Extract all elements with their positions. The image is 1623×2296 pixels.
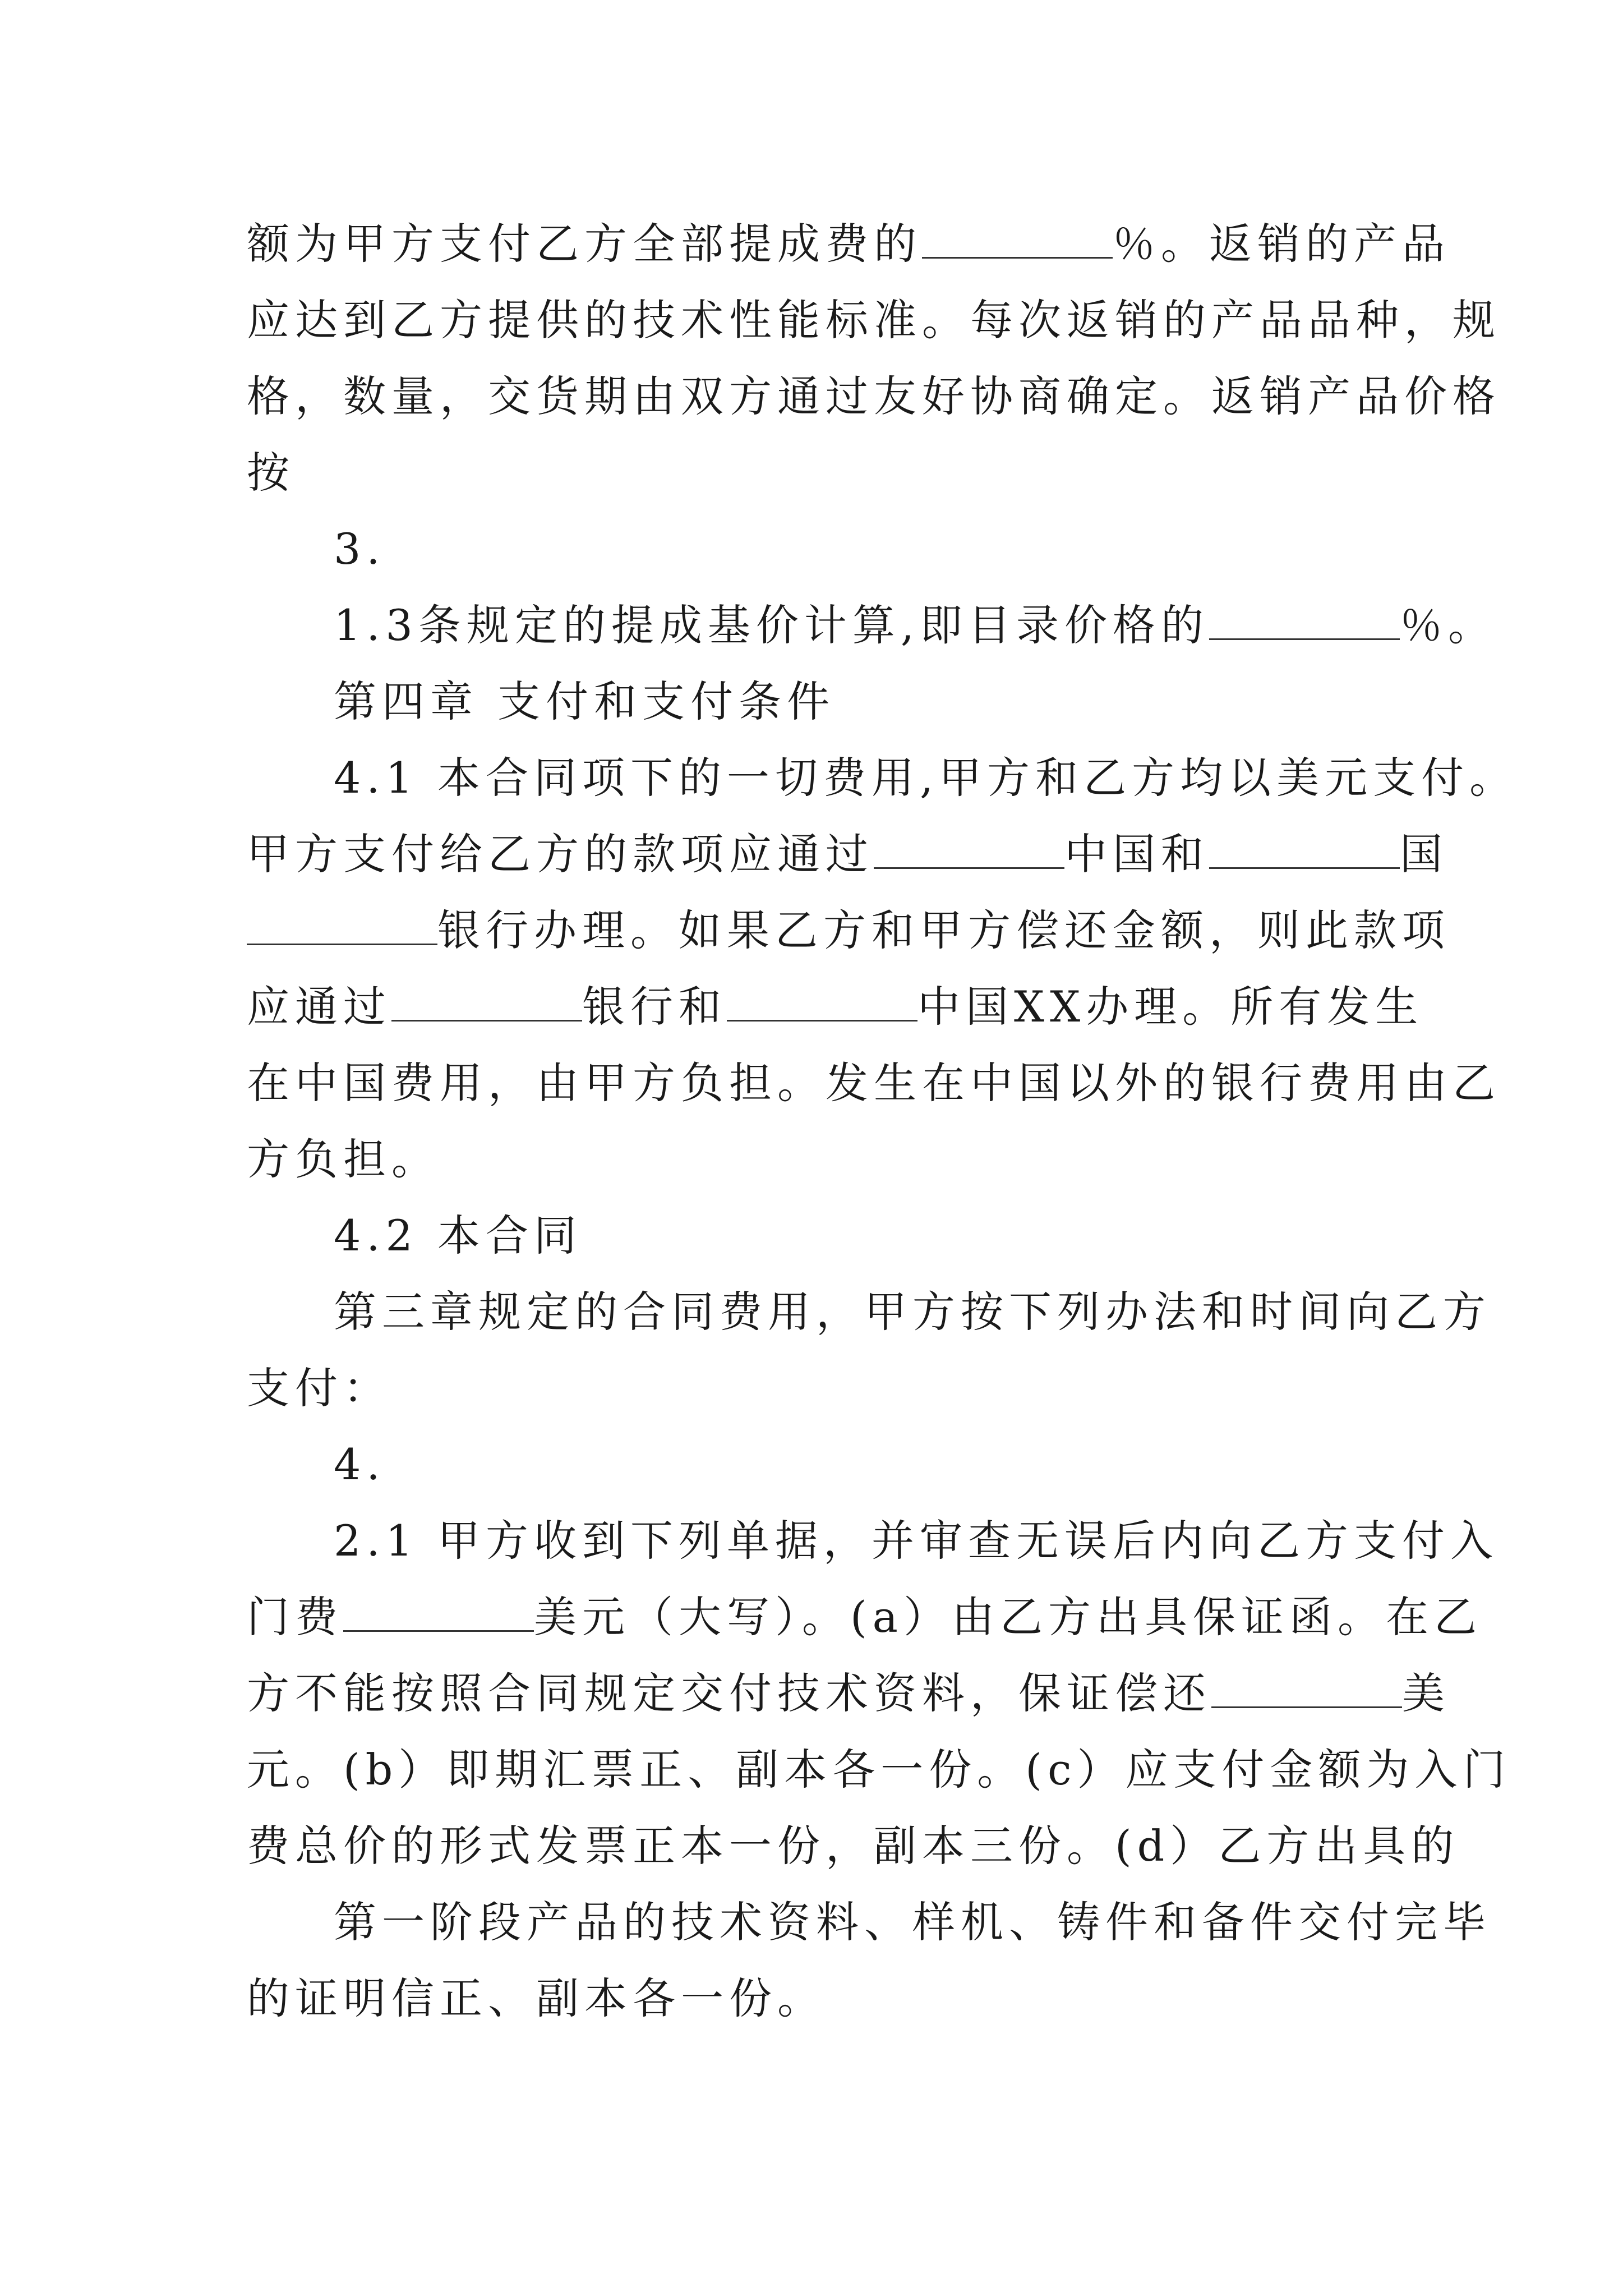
fill-in-blank <box>1211 1667 1402 1708</box>
text-line <box>334 597 1496 654</box>
text-line <box>247 1818 1459 1874</box>
text-segment: 门费 <box>247 1592 343 1642</box>
fill-in-blank <box>247 904 437 945</box>
text-segment: 银行办理。如果乙方和甲方偿还金额，则此款项 <box>437 905 1450 955</box>
text-segment: ％。 <box>1400 600 1497 650</box>
text-segment: 中国和 <box>1064 829 1209 879</box>
text-line <box>247 903 1450 959</box>
text-line <box>247 1742 1511 1798</box>
text-line <box>334 1437 386 1493</box>
text-segment: 3. <box>334 524 386 574</box>
text-line <box>247 826 1448 882</box>
text-segment: 方负担。 <box>247 1134 440 1184</box>
text-segment: 在中国费用，由甲方负担。发生在中国以外的银行费用由乙 <box>247 1058 1501 1108</box>
text-line <box>247 369 1501 425</box>
text-segment: 4. <box>334 1439 386 1489</box>
text-segment: 4.1 本合同项下的一切费用,甲方和乙方均以美元支付。 <box>334 753 1518 803</box>
text-line <box>247 1665 1450 1722</box>
text-segment: 应通过 <box>247 982 391 1032</box>
text-segment: 4.2 本合同 <box>334 1211 583 1260</box>
text-line <box>247 1360 391 1416</box>
text-line <box>334 521 386 577</box>
text-segment: 银行和 <box>582 982 727 1032</box>
text-line <box>247 445 295 501</box>
text-line <box>247 1589 1482 1645</box>
text-segment: 元。(b）即期汇票正、副本各一份。(c）应支付金额为入门 <box>247 1745 1511 1795</box>
text-segment: 中国XX办理。所有发生 <box>917 982 1424 1032</box>
text-segment: 应达到乙方提供的技术性能标准。每次返销的产品品种，规 <box>247 295 1501 345</box>
fill-in-blank <box>343 1591 534 1632</box>
text-line <box>247 292 1501 348</box>
fill-in-blank <box>874 828 1064 869</box>
fill-in-blank <box>1209 599 1400 640</box>
text-line <box>247 1131 440 1188</box>
text-segment: 额为甲方支付乙方全部提成费的 <box>247 219 922 269</box>
text-segment: 1.3条规定的提成基价计算,即目录价格的 <box>334 600 1210 650</box>
text-segment: 支付： <box>247 1363 391 1413</box>
text-line <box>334 1894 1491 1950</box>
text-line <box>247 1971 826 2027</box>
text-segment: 格，数量，交货期由双方通过友好协商确定。返销产品价格 <box>247 371 1501 421</box>
text-segment: 的证明信正、副本各一份。 <box>247 1973 826 2023</box>
text-segment: 方不能按照合同规定交付技术资料，保证偿还 <box>247 1668 1211 1718</box>
text-segment: 第四章 支付和支付条件 <box>334 677 836 726</box>
text-segment: 甲方支付给乙方的款项应通过 <box>247 829 874 879</box>
fill-in-blank <box>391 981 582 1022</box>
text-segment: 第三章规定的合同费用，甲方按下列办法和时间向乙方 <box>334 1287 1491 1337</box>
text-line <box>334 1208 582 1264</box>
text-segment: 第一阶段产品的技术资料、样机、铸件和备件交付完毕 <box>334 1897 1491 1947</box>
text-segment: 美 <box>1402 1668 1450 1718</box>
text-line <box>334 750 1518 806</box>
fill-in-blank <box>727 981 917 1022</box>
text-segment: 费总价的形式发票正本一份，副本三份。(d）乙方出具的 <box>247 1821 1460 1871</box>
fill-in-blank <box>922 218 1113 259</box>
text-line <box>247 216 1450 272</box>
text-line <box>334 674 835 730</box>
text-segment: 2.1 甲方收到下列单据，并审查无误后内向乙方支付入 <box>334 1516 1499 1566</box>
text-segment: ％。返销的产品 <box>1113 219 1450 269</box>
text-segment: 国 <box>1400 829 1448 879</box>
text-segment: 美元（大写）。(a）由乙方出具保证函。在乙 <box>534 1592 1482 1642</box>
text-segment: 按 <box>247 448 295 498</box>
fill-in-blank <box>1209 828 1400 869</box>
text-line <box>247 1055 1501 1111</box>
text-line <box>247 979 1423 1035</box>
text-line <box>334 1284 1491 1340</box>
text-line <box>334 1513 1498 1569</box>
